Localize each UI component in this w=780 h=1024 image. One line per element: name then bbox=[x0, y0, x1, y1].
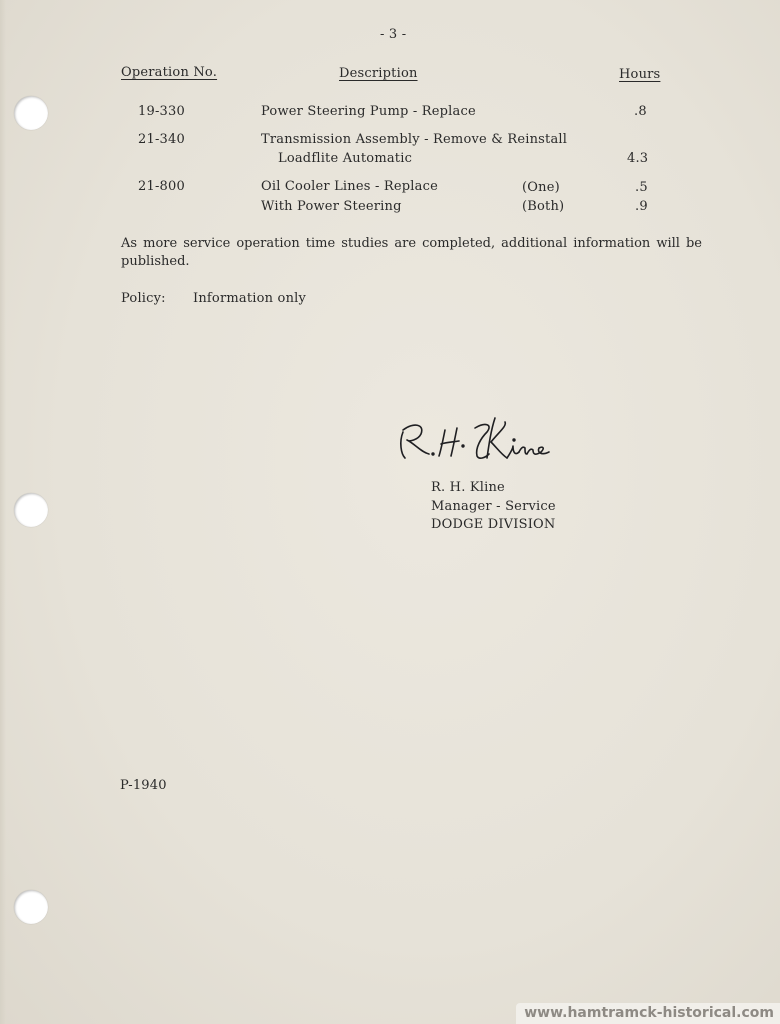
row-3-operation: 21-800 bbox=[138, 179, 185, 194]
page-edge bbox=[0, 0, 6, 1024]
policy-value: Information only bbox=[193, 291, 307, 306]
row-1-operation: 19-330 bbox=[138, 104, 185, 119]
row-3-qualifier-2: (Both) bbox=[522, 199, 565, 214]
row-3-description-line-2: With Power Steering bbox=[261, 199, 402, 214]
punch-hole-middle bbox=[14, 493, 48, 527]
row-2-operation: 21-340 bbox=[138, 132, 185, 147]
row-3-qualifier: (One) bbox=[522, 180, 560, 195]
row-3-hours-2: .9 bbox=[635, 199, 648, 214]
punch-hole-top bbox=[14, 96, 48, 130]
signature-image bbox=[395, 408, 555, 468]
row-1-hours: .8 bbox=[634, 104, 647, 119]
row-1-description: Power Steering Pump - Replace bbox=[261, 104, 476, 119]
info-paragraph: As more service operation time studies are completed, additional information will be published. bbox=[121, 236, 702, 269]
signer-name: R. H. Kline bbox=[431, 480, 505, 495]
policy-label: Policy: bbox=[121, 291, 166, 306]
page-number: - 3 - bbox=[380, 27, 407, 42]
header-description: Description bbox=[339, 66, 418, 81]
punch-hole-bottom bbox=[14, 890, 48, 924]
signer-title: Manager - Service bbox=[431, 499, 556, 514]
form-number: P-1940 bbox=[120, 778, 167, 793]
row-2-hours: 4.3 bbox=[627, 151, 649, 166]
row-2-description-line-2: Loadflite Automatic bbox=[278, 151, 413, 166]
row-3-description: Oil Cooler Lines - Replace bbox=[261, 179, 438, 194]
signer-division: DODGE DIVISION bbox=[431, 517, 556, 532]
row-3-hours: .5 bbox=[635, 180, 648, 195]
row-2-description: Transmission Assembly - Remove & Reinstall bbox=[261, 132, 568, 147]
website-watermark: www.hamtramck-historical.com bbox=[516, 1003, 780, 1024]
header-operation-no: Operation No. bbox=[121, 65, 218, 80]
header-hours: Hours bbox=[619, 67, 661, 82]
